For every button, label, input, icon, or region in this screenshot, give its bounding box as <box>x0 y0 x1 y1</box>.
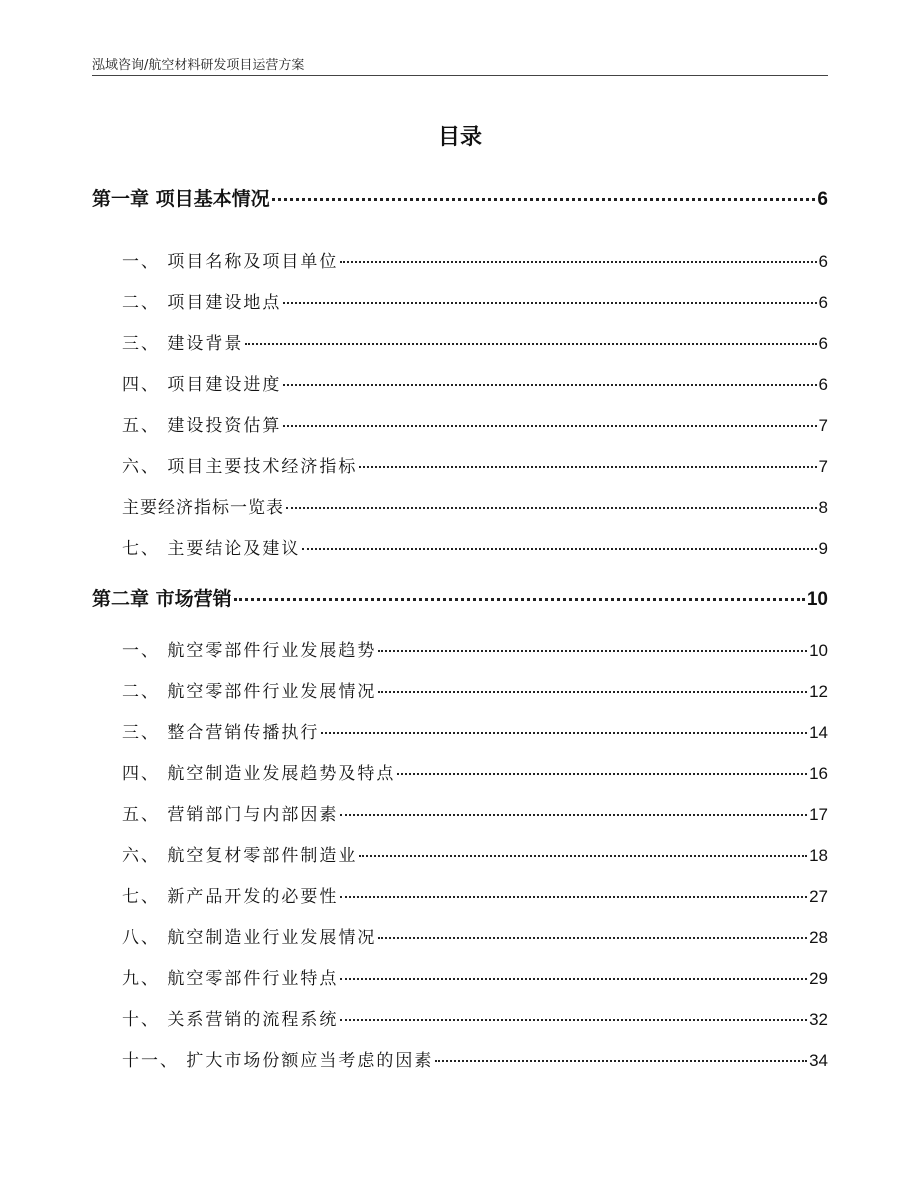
running-header: 泓域咨询/航空材料研发项目运营方案 <box>92 58 305 73</box>
toc-page-number: 7 <box>818 416 828 435</box>
toc-entry-label: 三、 整合营销传播执行 <box>122 723 320 743</box>
dot-leader <box>302 548 816 550</box>
toc-entry[interactable] <box>122 636 828 661</box>
toc-entry[interactable] <box>122 1005 828 1030</box>
toc-entry-label: 二、 项目建设地点 <box>122 293 282 313</box>
toc-page-number: 14 <box>809 723 828 742</box>
toc-entry-label: 主要经济指标一览表 <box>122 498 284 518</box>
toc-entry-label: 十、 关系营销的流程系统 <box>122 1010 339 1030</box>
toc-chapter-label: 第二章 市场营销 <box>92 588 232 610</box>
toc-entry[interactable] <box>122 718 828 743</box>
dot-leader <box>397 773 807 775</box>
toc-page-number: 6 <box>817 189 828 210</box>
toc-chapter-1[interactable] <box>92 184 828 211</box>
toc-entry-label: 七、 新产品开发的必要性 <box>122 887 339 907</box>
toc-entry[interactable] <box>122 759 828 784</box>
dot-leader <box>359 855 807 857</box>
toc-entry-label: 九、 航空零部件行业特点 <box>122 969 339 989</box>
toc-chapter-2[interactable] <box>92 584 828 611</box>
dot-leader <box>378 691 807 693</box>
dot-leader <box>378 937 807 939</box>
toc-entry-label: 三、 建设背景 <box>122 334 244 354</box>
toc-page-number: 7 <box>818 457 828 476</box>
dot-leader <box>286 507 817 509</box>
dot-leader <box>321 732 807 734</box>
toc-page-number: 6 <box>818 375 828 394</box>
dot-leader <box>340 978 807 980</box>
toc-entry-label: 六、 项目主要技术经济指标 <box>122 457 358 477</box>
toc-entry[interactable] <box>122 247 828 272</box>
dot-leader <box>340 896 807 898</box>
toc-page-number: 12 <box>809 682 828 701</box>
toc-page-number: 10 <box>806 589 828 610</box>
toc-page-number: 18 <box>809 846 828 865</box>
toc-page-number: 10 <box>809 641 828 660</box>
dot-leader <box>272 198 816 201</box>
toc-entry-label: 二、 航空零部件行业发展情况 <box>122 682 377 702</box>
toc-page-number: 8 <box>818 498 828 517</box>
toc-entry[interactable] <box>122 677 828 702</box>
toc-entry[interactable] <box>122 534 828 559</box>
toc-page-number: 28 <box>809 928 828 947</box>
dot-leader <box>340 261 816 263</box>
toc-entry-label: 一、 航空零部件行业发展趋势 <box>122 641 377 661</box>
toc-entry-label: 七、 主要结论及建议 <box>122 539 301 559</box>
toc-page-number: 34 <box>809 1051 828 1070</box>
toc-entry[interactable] <box>122 800 828 825</box>
dot-leader <box>378 650 807 652</box>
toc-entry[interactable] <box>122 1046 828 1071</box>
toc-entry-label: 八、 航空制造业行业发展情况 <box>122 928 377 948</box>
toc-entry[interactable] <box>122 370 828 395</box>
toc-page-number: 16 <box>809 764 828 783</box>
toc-entry[interactable] <box>122 452 828 477</box>
dot-leader <box>359 466 816 468</box>
toc-entry-label: 四、 项目建设进度 <box>122 375 282 395</box>
toc-chapter-label: 第一章 项目基本情况 <box>92 188 270 210</box>
toc-entry[interactable] <box>122 288 828 313</box>
toc-entry[interactable] <box>122 923 828 948</box>
toc-entry-label: 十一、 扩大市场份额应当考虑的因素 <box>122 1051 434 1071</box>
toc-entry-label: 六、 航空复材零部件制造业 <box>122 846 358 866</box>
toc-entry[interactable] <box>122 964 828 989</box>
toc-entry[interactable] <box>122 841 828 866</box>
toc-entry-label: 一、 项目名称及项目单位 <box>122 252 339 272</box>
toc-entry-label: 四、 航空制造业发展趋势及特点 <box>122 764 396 784</box>
dot-leader <box>283 425 816 427</box>
toc-entry[interactable] <box>122 882 828 907</box>
toc-entry[interactable] <box>122 411 828 436</box>
dot-leader <box>435 1060 807 1062</box>
dot-leader <box>340 1019 807 1021</box>
toc-entry[interactable] <box>122 493 828 518</box>
toc-page-number: 6 <box>818 293 828 312</box>
toc-page-number: 6 <box>818 334 828 353</box>
dot-leader <box>234 598 805 601</box>
toc-page-number: 27 <box>809 887 828 906</box>
toc-page-number: 6 <box>818 252 828 271</box>
toc-entry[interactable] <box>122 329 828 354</box>
toc-entry-label: 五、 建设投资估算 <box>122 416 282 436</box>
toc-page-number: 17 <box>809 805 828 824</box>
toc-page-number: 29 <box>809 969 828 988</box>
table-of-contents <box>92 0 828 1191</box>
dot-leader <box>245 343 816 345</box>
toc-page-number: 9 <box>818 539 828 558</box>
toc-page-number: 32 <box>809 1010 828 1029</box>
dot-leader <box>283 384 816 386</box>
dot-leader <box>340 814 807 816</box>
toc-entry-label: 五、 营销部门与内部因素 <box>122 805 339 825</box>
dot-leader <box>283 302 816 304</box>
toc-title: 目录 <box>437 125 482 150</box>
